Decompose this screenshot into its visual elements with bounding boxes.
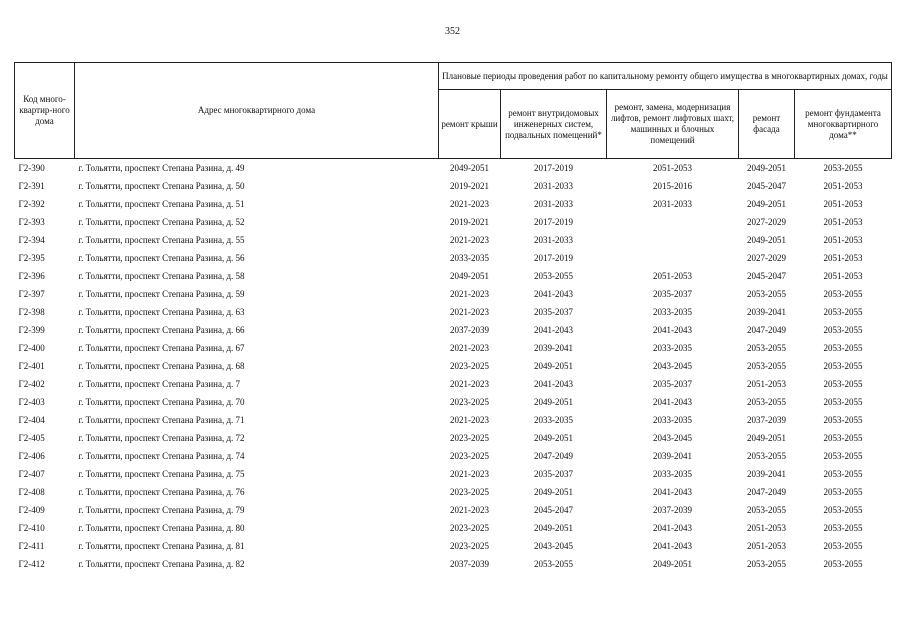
table-row bbox=[15, 231, 892, 249]
cell-foundation: 2051-2053 bbox=[823, 252, 863, 263]
cell-code: Г2-397 bbox=[18, 288, 45, 299]
cell-code: Г2-405 bbox=[18, 432, 45, 443]
cell-systems: 2031-2033 bbox=[534, 180, 573, 191]
table-row bbox=[15, 501, 892, 519]
cell-address: г. Тольятти, проспект Степана Разина, д. 70 bbox=[78, 396, 245, 407]
table-header bbox=[15, 63, 892, 159]
cell-lifts: 2041-2043 bbox=[653, 540, 692, 551]
cell-code: Г2-395 bbox=[18, 252, 45, 263]
cell-roof: 2019-2021 bbox=[450, 216, 489, 227]
cell-address: г. Тольятти, проспект Степана Разина, д. 71 bbox=[78, 414, 245, 425]
cell-roof: 2037-2039 bbox=[450, 558, 489, 569]
cell-code: Г2-412 bbox=[18, 558, 45, 569]
cell-systems: 2041-2043 bbox=[534, 324, 573, 335]
cell-facade: 2045-2047 bbox=[747, 180, 786, 191]
cell-roof: 2037-2039 bbox=[450, 324, 489, 335]
cell-roof: 2023-2025 bbox=[450, 360, 489, 371]
cell-facade: 2049-2051 bbox=[747, 198, 786, 209]
cell-foundation: 2051-2053 bbox=[823, 198, 863, 209]
cell-facade: 2051-2053 bbox=[747, 522, 786, 533]
cell-lifts: 2035-2037 bbox=[653, 288, 692, 299]
cell-lifts: 2015-2016 bbox=[653, 180, 692, 191]
cell-systems: 2049-2051 bbox=[534, 486, 573, 497]
cell-lifts: 2041-2043 bbox=[653, 486, 692, 497]
table-row bbox=[15, 177, 892, 195]
cell-roof: 2021-2023 bbox=[450, 198, 489, 209]
cell-facade: 2027-2029 bbox=[747, 252, 786, 263]
cell-facade: 2045-2047 bbox=[747, 270, 786, 281]
cell-code: Г2-411 bbox=[18, 540, 45, 551]
table-row bbox=[15, 339, 892, 357]
cell-address: г. Тольятти, проспект Степана Разина, д. 58 bbox=[78, 270, 245, 281]
cell-code: Г2-400 bbox=[18, 342, 45, 353]
cell-facade: 2049-2051 bbox=[747, 432, 786, 443]
cell-foundation: 2053-2055 bbox=[823, 522, 863, 533]
cell-address: г. Тольятти, проспект Степана Разина, д. 63 bbox=[78, 306, 245, 317]
cell-foundation: 2053-2055 bbox=[823, 450, 863, 461]
cell-lifts: 2033-2035 bbox=[653, 306, 692, 317]
cell-facade: 2053-2055 bbox=[747, 288, 786, 299]
cell-foundation: 2053-2055 bbox=[823, 504, 863, 515]
cell-code: Г2-394 bbox=[18, 234, 45, 245]
cell-systems: 2035-2037 bbox=[534, 468, 573, 479]
table-row bbox=[15, 447, 892, 465]
cell-roof: 2021-2023 bbox=[450, 414, 489, 425]
cell-roof: 2023-2025 bbox=[450, 486, 489, 497]
cell-code: Г2-409 bbox=[18, 504, 45, 515]
cell-address: г. Тольятти, проспект Степана Разина, д. 81 bbox=[78, 540, 245, 551]
cell-foundation: 2053-2055 bbox=[823, 306, 863, 317]
cell-code: Г2-396 bbox=[18, 270, 45, 281]
cell-facade: 2051-2053 bbox=[747, 378, 786, 389]
cell-systems: 2049-2051 bbox=[534, 522, 573, 533]
table-row bbox=[15, 285, 892, 303]
cell-lifts: 2035-2037 bbox=[653, 378, 692, 389]
cell-roof: 2023-2025 bbox=[450, 432, 489, 443]
table-body bbox=[15, 159, 892, 574]
page-number: 352 bbox=[445, 26, 460, 37]
table-row bbox=[15, 519, 892, 537]
cell-lifts: 2033-2035 bbox=[653, 342, 692, 353]
cell-code: Г2-401 bbox=[18, 360, 45, 371]
cell-address: г. Тольятти, проспект Степана Разина, д. 59 bbox=[78, 288, 245, 299]
cell-address: г. Тольятти, проспект Степана Разина, д. 66 bbox=[78, 324, 245, 335]
cell-lifts: 2041-2043 bbox=[653, 522, 692, 533]
cell-systems: 2033-2035 bbox=[534, 414, 573, 425]
cell-facade: 2039-2041 bbox=[747, 468, 786, 479]
cell-roof: 2021-2023 bbox=[450, 504, 489, 515]
cell-systems: 2017-2019 bbox=[534, 252, 573, 263]
table-row bbox=[15, 303, 892, 321]
cell-systems: 2049-2051 bbox=[534, 432, 573, 443]
cell-code: Г2-391 bbox=[18, 180, 45, 191]
cell-systems: 2049-2051 bbox=[534, 360, 573, 371]
cell-lifts: 2039-2041 bbox=[653, 450, 692, 461]
cell-code: Г2-410 bbox=[18, 522, 45, 533]
cell-address: г. Тольятти, проспект Степана Разина, д. 79 bbox=[78, 504, 245, 515]
header-code: Код много-квартир-ного дома bbox=[15, 63, 75, 159]
cell-systems: 2041-2043 bbox=[534, 378, 573, 389]
cell-foundation: 2053-2055 bbox=[823, 342, 863, 353]
cell-facade: 2047-2049 bbox=[747, 324, 786, 335]
table-row bbox=[15, 357, 892, 375]
cell-address: г. Тольятти, проспект Степана Разина, д. 75 bbox=[78, 468, 245, 479]
cell-address: г. Тольятти, проспект Степана Разина, д. 74 bbox=[78, 450, 245, 461]
cell-code: Г2-392 bbox=[18, 198, 45, 209]
table-row bbox=[15, 195, 892, 213]
cell-systems: 2045-2047 bbox=[534, 504, 573, 515]
cell-roof: 2049-2051 bbox=[450, 162, 489, 173]
cell-roof: 2033-2035 bbox=[450, 252, 489, 263]
cell-roof: 2049-2051 bbox=[450, 270, 489, 281]
cell-code: Г2-403 bbox=[18, 396, 45, 407]
cell-lifts: 2051-2053 bbox=[653, 162, 692, 173]
cell-address: г. Тольятти, проспект Степана Разина, д. 55 bbox=[78, 234, 245, 245]
table-row bbox=[15, 267, 892, 285]
cell-roof: 2023-2025 bbox=[450, 396, 489, 407]
cell-lifts: 2031-2033 bbox=[653, 198, 692, 209]
cell-code: Г2-408 bbox=[18, 486, 45, 497]
cell-foundation: 2053-2055 bbox=[823, 288, 863, 299]
cell-code: Г2-404 bbox=[18, 414, 45, 425]
cell-foundation: 2053-2055 bbox=[823, 486, 863, 497]
cell-facade: 2039-2041 bbox=[747, 306, 786, 317]
table-row bbox=[15, 429, 892, 447]
cell-foundation: 2053-2055 bbox=[823, 558, 863, 569]
cell-foundation: 2053-2055 bbox=[823, 162, 863, 173]
header-systems: ремонт внутридомовых инженерных систем, подвальных помещений* bbox=[501, 90, 607, 159]
cell-address: г. Тольятти, проспект Степана Разина, д. 76 bbox=[78, 486, 245, 497]
cell-lifts: 2049-2051 bbox=[653, 558, 692, 569]
cell-facade: 2053-2055 bbox=[747, 504, 786, 515]
cell-lifts bbox=[607, 249, 739, 267]
cell-facade: 2053-2055 bbox=[747, 450, 786, 461]
table-row bbox=[15, 321, 892, 339]
cell-address: г. Тольятти, проспект Степана Разина, д. 67 bbox=[78, 342, 245, 353]
cell-roof: 2023-2025 bbox=[450, 450, 489, 461]
cell-systems: 2039-2041 bbox=[534, 342, 573, 353]
table-row bbox=[15, 213, 892, 231]
cell-foundation: 2053-2055 bbox=[823, 432, 863, 443]
header-address: Адрес многоквартирного дома bbox=[75, 63, 439, 159]
cell-lifts: 2041-2043 bbox=[653, 396, 692, 407]
cell-systems: 2043-2045 bbox=[534, 540, 573, 551]
cell-foundation: 2053-2055 bbox=[823, 468, 863, 479]
cell-systems: 2047-2049 bbox=[534, 450, 573, 461]
cell-address: г. Тольятти, проспект Степана Разина, д. 82 bbox=[78, 558, 245, 569]
header-lifts: ремонт, замена, модернизация лифтов, ремонт лифтовых шахт, машинных и блочных помещений bbox=[607, 90, 739, 159]
cell-systems: 2049-2051 bbox=[534, 396, 573, 407]
cell-address: г. Тольятти, проспект Степана Разина, д. 56 bbox=[78, 252, 245, 263]
cell-facade: 2047-2049 bbox=[747, 486, 786, 497]
cell-roof: 2023-2025 bbox=[450, 522, 489, 533]
table-row bbox=[15, 555, 892, 573]
cell-code: Г2-390 bbox=[18, 162, 45, 173]
table-row bbox=[15, 393, 892, 411]
cell-code: Г2-393 bbox=[18, 216, 45, 227]
cell-lifts: 2041-2043 bbox=[653, 324, 692, 335]
cell-foundation: 2053-2055 bbox=[823, 360, 863, 371]
cell-facade: 2053-2055 bbox=[747, 396, 786, 407]
table-row bbox=[15, 483, 892, 501]
cell-roof: 2021-2023 bbox=[450, 288, 489, 299]
cell-address: г. Тольятти, проспект Степана Разина, д. 68 bbox=[78, 360, 245, 371]
cell-address: г. Тольятти, проспект Степана Разина, д. 52 bbox=[78, 216, 245, 227]
cell-systems: 2031-2033 bbox=[534, 198, 573, 209]
cell-foundation: 2053-2055 bbox=[823, 396, 863, 407]
capital-repair-table bbox=[14, 62, 892, 573]
cell-foundation: 2051-2053 bbox=[823, 216, 863, 227]
header-periods: Плановые периоды проведения работ по капитальному ремонту общего имущества в многоквартирных домах, годы bbox=[439, 63, 892, 90]
cell-address: г. Тольятти, проспект Степана Разина, д. 50 bbox=[78, 180, 245, 191]
cell-foundation: 2053-2055 bbox=[823, 414, 863, 425]
cell-systems: 2041-2043 bbox=[534, 288, 573, 299]
cell-lifts: 2043-2045 bbox=[653, 432, 692, 443]
cell-code: Г2-406 bbox=[18, 450, 45, 461]
table-row bbox=[15, 411, 892, 429]
cell-systems: 2053-2055 bbox=[534, 558, 573, 569]
cell-lifts: 2033-2035 bbox=[653, 414, 692, 425]
cell-facade: 2049-2051 bbox=[747, 162, 786, 173]
cell-roof: 2021-2023 bbox=[450, 378, 489, 389]
cell-foundation: 2051-2053 bbox=[823, 270, 863, 281]
cell-facade: 2053-2055 bbox=[747, 360, 786, 371]
cell-facade: 2037-2039 bbox=[747, 414, 786, 425]
cell-systems: 2031-2033 bbox=[534, 234, 573, 245]
cell-foundation: 2051-2053 bbox=[823, 180, 863, 191]
cell-lifts: 2037-2039 bbox=[653, 504, 692, 515]
cell-systems: 2035-2037 bbox=[534, 306, 573, 317]
cell-address: г. Тольятти, проспект Степана Разина, д. 72 bbox=[78, 432, 245, 443]
cell-lifts: 2043-2045 bbox=[653, 360, 692, 371]
cell-code: Г2-399 bbox=[18, 324, 45, 335]
cell-code: Г2-398 bbox=[18, 306, 45, 317]
cell-systems: 2017-2019 bbox=[534, 162, 573, 173]
cell-roof: 2021-2023 bbox=[450, 468, 489, 479]
cell-roof: 2021-2023 bbox=[450, 306, 489, 317]
cell-address: г. Тольятти, проспект Степана Разина, д. 49 bbox=[78, 162, 245, 173]
cell-systems: 2053-2055 bbox=[534, 270, 573, 281]
cell-facade: 2049-2051 bbox=[747, 234, 786, 245]
cell-facade: 2053-2055 bbox=[747, 342, 786, 353]
cell-systems: 2017-2019 bbox=[534, 216, 573, 227]
cell-roof: 2021-2023 bbox=[450, 234, 489, 245]
cell-code: Г2-402 bbox=[18, 378, 45, 389]
table-row bbox=[15, 249, 892, 267]
cell-foundation: 2053-2055 bbox=[823, 324, 863, 335]
header-roof: ремонт крыши bbox=[439, 90, 501, 159]
cell-foundation: 2053-2055 bbox=[823, 540, 863, 551]
cell-address: г. Тольятти, проспект Степана Разина, д. 7 bbox=[78, 378, 241, 389]
cell-code: Г2-407 bbox=[18, 468, 45, 479]
cell-lifts: 2033-2035 bbox=[653, 468, 692, 479]
cell-foundation: 2053-2055 bbox=[823, 378, 863, 389]
cell-lifts bbox=[607, 213, 739, 231]
header-foundation: ремонт фундамента многоквартирного дома** bbox=[795, 90, 892, 159]
cell-foundation: 2051-2053 bbox=[823, 234, 863, 245]
cell-lifts bbox=[607, 231, 739, 249]
cell-facade: 2027-2029 bbox=[747, 216, 786, 227]
table-row bbox=[15, 465, 892, 483]
cell-address: г. Тольятти, проспект Степана Разина, д. 51 bbox=[78, 198, 245, 209]
cell-roof: 2021-2023 bbox=[450, 342, 489, 353]
cell-roof: 2023-2025 bbox=[450, 540, 489, 551]
cell-roof: 2019-2021 bbox=[450, 180, 489, 191]
header-facade: ремонт фасада bbox=[739, 90, 795, 159]
cell-address: г. Тольятти, проспект Степана Разина, д. 80 bbox=[78, 522, 245, 533]
cell-lifts: 2051-2053 bbox=[653, 270, 692, 281]
table-row bbox=[15, 375, 892, 393]
cell-facade: 2053-2055 bbox=[747, 558, 786, 569]
table-row bbox=[15, 537, 892, 555]
table-row bbox=[15, 159, 892, 178]
cell-facade: 2051-2053 bbox=[747, 540, 786, 551]
